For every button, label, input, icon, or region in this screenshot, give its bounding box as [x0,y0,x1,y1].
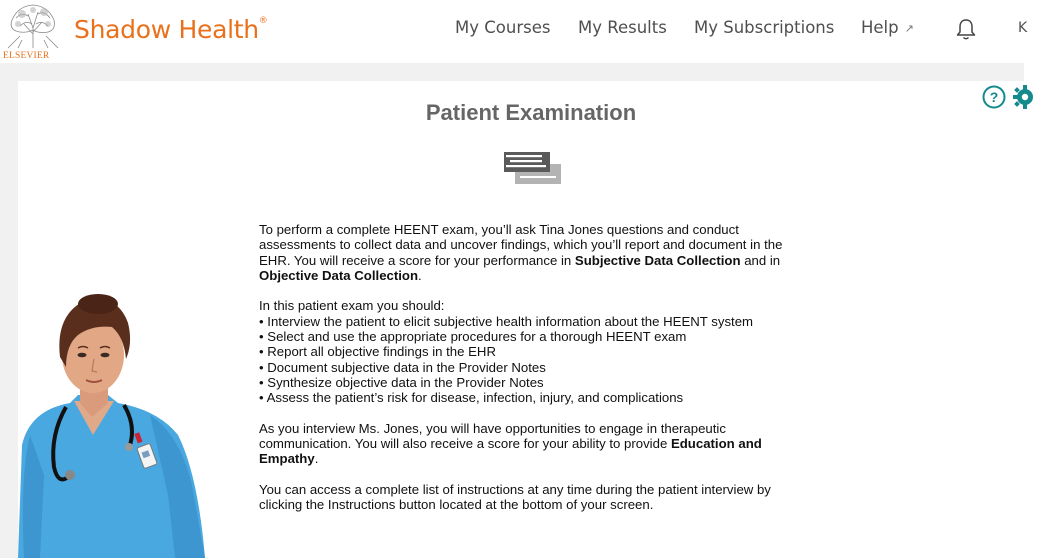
bell-icon[interactable] [955,17,977,41]
list-item: • Document subjective data in the Provider Notes [259,360,814,375]
nav-help[interactable]: Help ↗ [861,18,914,37]
list-item: • Select and use the appropriate procedures for a thorough HEENT exam [259,329,814,344]
goals-heading: In this patient exam you should: [259,298,445,314]
exam-instructions [259,222,814,528]
page-title: Patient Examination [425,100,637,125]
list-item: • Report all objective findings in the EHR [259,344,814,359]
chat-bubbles-icon [504,152,562,186]
nurse-avatar [0,285,215,558]
engage-paragraph: As you interview Ms. Jones, you will have opportunities to engage in therapeutic communication. You will also receive a score for your ability to provide Education and Empathy. [259,420,762,467]
top-nav-bar [0,0,1028,63]
nav-my-results[interactable]: My Results [578,18,667,37]
question-icon[interactable] [982,85,1006,109]
instructions-note: You can access a complete list of instructions at any time during the patient interview by clicking the Instructions button located at the bottom of your screen. [259,482,771,513]
nav-my-subscriptions[interactable]: My Subscriptions [694,18,835,37]
elsevier-wordmark: ELSEVIER [3,51,50,61]
list-item: • Synthesize objective data in the Provider Notes [259,375,814,390]
list-item: • Assess the patient’s risk for disease, infection, injury, and complications [259,390,814,405]
nav-my-courses[interactable]: My Courses [455,18,551,37]
external-link-icon: ↗ [904,22,914,35]
gear-icon[interactable] [1012,84,1032,110]
svg-text:?: ? [989,89,999,105]
list-item: • Interview the patient to elicit subjective health information about the HEENT system [259,314,814,329]
shadow-health-logo[interactable]: Shadow Health® [74,15,268,44]
user-menu[interactable]: K [1018,20,1028,36]
goals-list [259,314,814,406]
intro-paragraph: To perform a complete HEENT exam, you’ll ask Tina Jones questions and conduct assessments to collect data and uncover findings, which you’ll report and document in the EHR. You will receive a score for your performance in Subjective Data Collection and in Objective Data Collection. [259,222,783,283]
